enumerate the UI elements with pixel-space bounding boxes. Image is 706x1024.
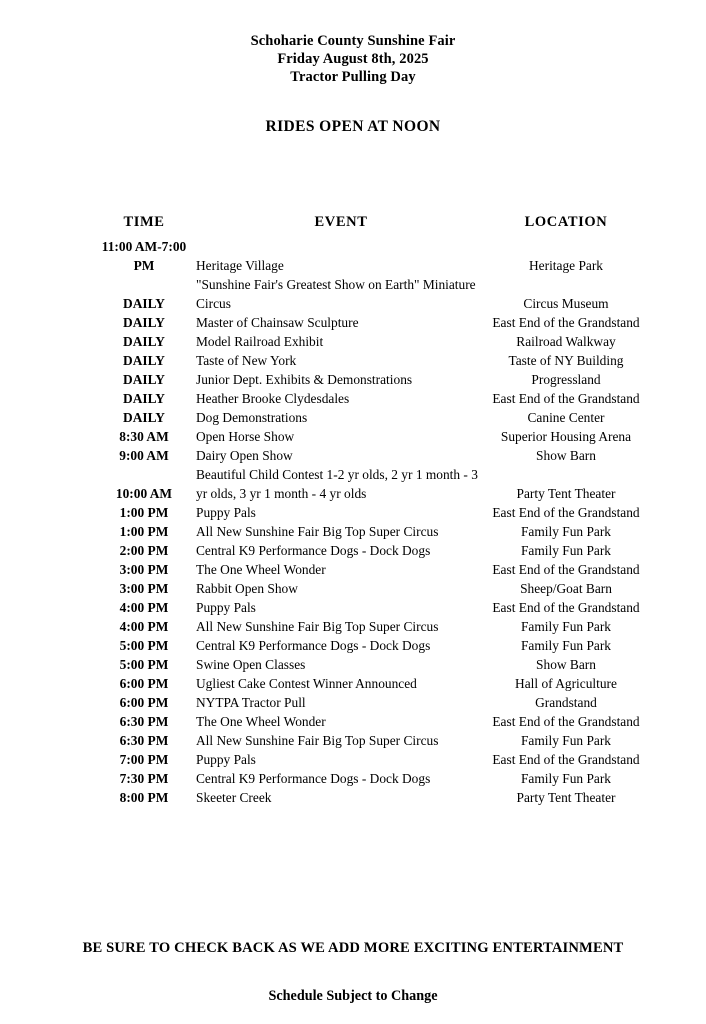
- table-row: [92, 408, 646, 427]
- cell-location: East End of the Grandstand: [492, 562, 640, 577]
- table-row: [92, 522, 646, 541]
- table-row: [92, 332, 646, 351]
- cell-event: Open Horse Show: [196, 429, 295, 444]
- cell-location: Circus Museum: [523, 296, 609, 311]
- table-row: [92, 351, 646, 370]
- fair-name: Schoharie County Sunshine Fair: [250, 33, 456, 49]
- column-header-time: TIME: [123, 214, 165, 230]
- cell-time: DAILY: [123, 334, 165, 349]
- cell-event: Puppy Pals: [196, 752, 256, 767]
- cell-time: 5:00 PM: [119, 657, 169, 672]
- cell-location: Heritage Park: [529, 258, 603, 273]
- cell-time: DAILY: [123, 353, 165, 368]
- cell-time: 1:00 PM: [119, 505, 169, 520]
- fair-theme-day: Tractor Pulling Day: [290, 69, 416, 85]
- cell-location: Superior Housing Arena: [500, 429, 632, 444]
- cell-event: NYTPA Tractor Pull: [196, 695, 306, 710]
- cell-event: Skeeter Creek: [196, 790, 272, 805]
- table-row: [92, 750, 646, 769]
- table-row: [92, 788, 646, 807]
- cell-event: Dog Demonstrations: [196, 410, 308, 425]
- table-row: [92, 712, 646, 731]
- cell-time: 10:00 AM: [115, 486, 173, 501]
- cell-time: 3:00 PM: [119, 581, 169, 596]
- cell-location: Show Barn: [536, 657, 596, 672]
- cell-event: Junior Dept. Exhibits & Demonstrations: [196, 372, 413, 387]
- cell-event: Dairy Open Show: [196, 448, 293, 463]
- cell-event: All New Sunshine Fair Big Top Super Circus: [196, 733, 439, 748]
- cell-event: Puppy Pals: [196, 505, 256, 520]
- document-header: [0, 0, 706, 86]
- cell-location: East End of the Grandstand: [492, 714, 640, 729]
- cell-time: 6:30 PM: [119, 714, 169, 729]
- cell-event: Central K9 Performance Dogs - Dock Dogs: [196, 771, 431, 786]
- cell-time: 7:30 PM: [119, 771, 169, 786]
- table-row: [92, 731, 646, 750]
- table-row: [92, 598, 646, 617]
- rides-open-banner: RIDES OPEN AT NOON: [265, 118, 441, 135]
- cell-time: 7:00 PM: [119, 752, 169, 767]
- cell-time: 8:30 AM: [119, 429, 169, 444]
- cell-location: Family Fun Park: [520, 543, 612, 558]
- cell-event: Master of Chainsaw Sculpture: [196, 315, 359, 330]
- cell-event: The One Wheel Wonder: [196, 714, 326, 729]
- table-row: [92, 674, 646, 693]
- table-row: [92, 446, 646, 465]
- cell-time: 6:00 PM: [119, 676, 169, 691]
- column-header-location: LOCATION: [524, 214, 608, 230]
- schedule-table-wrapper: [0, 214, 706, 807]
- fair-date: Friday August 8th, 2025: [277, 51, 429, 67]
- schedule-table-body: [92, 237, 646, 807]
- cell-time: DAILY: [123, 391, 165, 406]
- cell-time: DAILY: [123, 410, 165, 425]
- cell-time: 4:00 PM: [119, 600, 169, 615]
- table-row: [92, 541, 646, 560]
- cell-event: Swine Open Classes: [196, 657, 306, 672]
- table-row: [92, 617, 646, 636]
- cell-time: 11:00 AM-7:00 PM: [101, 239, 187, 273]
- cell-event: Central K9 Performance Dogs - Dock Dogs: [196, 638, 431, 653]
- table-row: [92, 465, 646, 503]
- cell-time: 4:00 PM: [119, 619, 169, 634]
- cell-location: East End of the Grandstand: [492, 505, 640, 520]
- cell-event: Model Railroad Exhibit: [196, 334, 324, 349]
- cell-location: East End of the Grandstand: [492, 752, 640, 767]
- table-row: [92, 503, 646, 522]
- cell-location: Family Fun Park: [520, 524, 612, 539]
- cell-time: 1:00 PM: [119, 524, 169, 539]
- cell-time: DAILY: [123, 296, 165, 311]
- cell-location: Railroad Walkway: [516, 334, 616, 349]
- column-header-event: EVENT: [314, 214, 368, 230]
- cell-event: Rabbit Open Show: [196, 581, 298, 596]
- cell-time: 3:00 PM: [119, 562, 169, 577]
- cell-location: East End of the Grandstand: [492, 315, 640, 330]
- cell-event: Puppy Pals: [196, 600, 256, 615]
- cell-event: Heritage Village: [196, 258, 284, 273]
- table-row: [92, 313, 646, 332]
- table-row: [92, 275, 646, 313]
- table-row: [92, 560, 646, 579]
- cell-time: 5:00 PM: [119, 638, 169, 653]
- table-row: [92, 769, 646, 788]
- cell-location: Progressland: [531, 372, 601, 387]
- cell-event: "Sunshine Fair's Greatest Show on Earth" Miniature Circus: [196, 277, 476, 311]
- footer-notice: BE SURE TO CHECK BACK AS WE ADD MORE EXCITING ENTERTAINMENT: [82, 940, 624, 956]
- cell-time: 2:00 PM: [119, 543, 169, 558]
- cell-location: Grandstand: [535, 695, 597, 710]
- cell-time: 8:00 PM: [119, 790, 169, 805]
- table-row: [92, 655, 646, 674]
- table-row: [92, 389, 646, 408]
- schedule-table: [92, 214, 646, 807]
- cell-time: DAILY: [123, 372, 165, 387]
- cell-location: Hall of Agriculture: [515, 676, 617, 691]
- cell-location: Party Tent Theater: [516, 790, 616, 805]
- cell-location: Canine Center: [527, 410, 605, 425]
- cell-event: Heather Brooke Clydesdales: [196, 391, 350, 406]
- table-row: [92, 636, 646, 655]
- cell-location: Family Fun Park: [520, 619, 612, 634]
- cell-time: 6:00 PM: [119, 695, 169, 710]
- cell-time: 6:30 PM: [119, 733, 169, 748]
- cell-location: Family Fun Park: [520, 733, 612, 748]
- cell-event: All New Sunshine Fair Big Top Super Circus: [196, 524, 439, 539]
- table-row: [92, 693, 646, 712]
- cell-location: Show Barn: [536, 448, 596, 463]
- cell-location: Family Fun Park: [520, 638, 612, 653]
- schedule-table-head: [92, 214, 646, 237]
- cell-location: Taste of NY Building: [508, 353, 624, 368]
- cell-location: East End of the Grandstand: [492, 600, 640, 615]
- table-row: [92, 427, 646, 446]
- cell-event: Central K9 Performance Dogs - Dock Dogs: [196, 543, 431, 558]
- table-row: [92, 237, 646, 275]
- cell-location: Sheep/Goat Barn: [520, 581, 612, 596]
- cell-event: Ugliest Cake Contest Winner Announced: [196, 676, 417, 691]
- cell-event: Taste of New York: [196, 353, 297, 368]
- cell-location: East End of the Grandstand: [492, 391, 640, 406]
- table-header-row: [92, 214, 646, 237]
- cell-time: DAILY: [123, 315, 165, 330]
- table-row: [92, 370, 646, 389]
- cell-location: Family Fun Park: [520, 771, 612, 786]
- footer-disclaimer: Schedule Subject to Change: [268, 988, 438, 1004]
- cell-event: All New Sunshine Fair Big Top Super Circus: [196, 619, 439, 634]
- cell-event: Beautiful Child Contest 1-2 yr olds, 2 yr 1 month - 3 yr olds, 3 yr 1 month - 4 yr olds: [196, 467, 478, 501]
- cell-location: Party Tent Theater: [516, 486, 616, 501]
- cell-event: The One Wheel Wonder: [196, 562, 326, 577]
- cell-time: 9:00 AM: [119, 448, 169, 463]
- table-row: [92, 579, 646, 598]
